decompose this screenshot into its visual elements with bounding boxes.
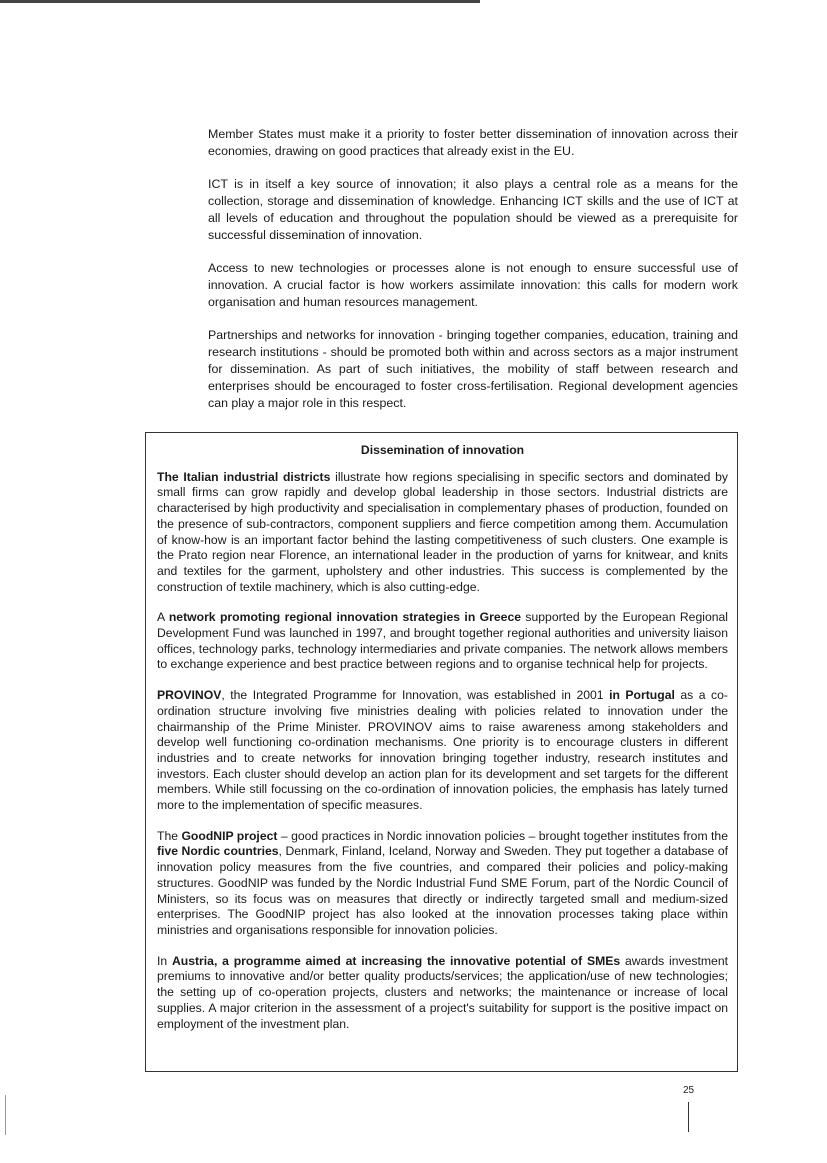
box-paragraph-portugal <box>157 688 728 814</box>
bold-phrase: PROVINOV <box>157 688 222 703</box>
intro-paragraph: Partnerships and networks for innovation - bringing together companies, education, training and research institutions - should be promoted both within and across sectors as a major instrument for dissemination. As part of such initiatives, the mobility of staff between research and enterprises should be encouraged to foster cross-fertilisation. Regional development agencies can play a major role in this respect. <box>208 328 738 410</box>
paragraph-text: , the Integrated Programme for Innovation, was established in 2001 <box>221 688 610 703</box>
bold-phrase: network promoting regional innovation strategies in Greece <box>168 610 521 625</box>
bold-phrase: Austria, a programme aimed at increasing the innovative potential of SMEs <box>171 953 621 968</box>
paragraph-text: awards investment premiums to innovative and/or better quality products/services; the application/use of new technologies; the setting up of co-operation projects, clusters and networks; the maintenance or increase of local supplies. A major criterion in the assessment of a project's suitability for support is the positive impact on employment of the investment plan. <box>157 953 728 1031</box>
bold-phrase: in Portugal <box>609 688 675 703</box>
dissemination-box <box>145 432 738 1072</box>
intro-paragraph: Member States must make it a priority to foster better dissemination of innovation across their economies, drawing on good practices that already exist in the EU. <box>208 127 738 158</box>
paragraph-text: – good practices in Nordic innovation policies – brought together institutes from the <box>277 828 728 843</box>
paragraph-text: as a co-ordination structure involving five ministries dealing with policies related to innovation under the chairmanship of the Prime Minister. PROVINOV aims to raise awareness among stakeholders and develop well functioning co-ordination mechanisms. One priority is to encourage clusters in different industries and to create networks for innovation bringing together industry, research institutes and investors. Each cluster should develop an action plan for its development and set targets for the different members. While still focussing on the co-ordination of innovation policies, the emphasis has lately turned more to the implementation of specific measures. <box>157 688 728 813</box>
box-paragraph-nordic <box>157 829 728 939</box>
intro-paragraph: Access to new technologies or processes alone is not enough to ensure successful use of innovation. A crucial factor is how workers assimilate innovation: this calls for modern work organisation and human resources management. <box>208 261 738 309</box>
box-title: Dissemination of innovation <box>360 443 525 457</box>
paragraph-text: In <box>157 953 172 968</box>
page-number: 25 <box>683 1085 695 1096</box>
paragraph-text: A <box>157 610 169 625</box>
box-paragraph-greece <box>157 610 728 673</box>
paragraph-text: illustrate how regions specialising in specific sectors and dominated by small firms can grow rapidly and develop global leadership in those sectors. Industrial districts are characterised by high productivity and specialisation in complementary phases of production, founded on the presence of sub-contractors, component suppliers and fierce competition among them. Accumulation of know-how is an important factor behind the lasting competitiveness of such clusters. One example is the Prato region near Florence, an international leader in the production of yarns for knitwear, and knits and textiles for the garment, upholstery and other industries. This success is complemented by the construction of textile machinery, which is also cutting-edge. <box>157 469 728 594</box>
box-paragraph-italy <box>157 470 728 596</box>
margin-mark <box>688 1102 689 1132</box>
top-scan-rule <box>0 0 480 3</box>
paragraph-text: supported by the European Regional Development Fund was launched in 1997, and brought together regional authorities and university liaison offices, technology parks, technology intermediaries and private companies. The network allows members to exchange experience and best practice between regions and to organise technical help for projects. <box>157 610 728 672</box>
intro-paragraph: ICT is in itself a key source of innovation; it also plays a central role as a means for the collection, storage and dissemination of knowledge. Enhancing ICT skills and the use of ICT at all levels of education and throughout the population should be viewed as a prerequisite for successful dissemination of innovation. <box>208 177 738 242</box>
paragraph-text: The <box>157 828 182 843</box>
box-paragraph-austria <box>157 954 728 1033</box>
paragraph-text: , Denmark, Finland, Iceland, Norway and Sweden. They put together a database of innovation policy measures from the five countries, and compared their policies and policy-making structures. GoodNIP was funded by the Nordic Industrial Fund SME Forum, part of the Nordic Council of Ministers, so its focus was on measures that directly or indirectly targeted small and medium-sized enterprises. The GoodNIP project has also looked at the innovation processes taking place within ministries and organisations responsible for innovation policies. <box>157 844 729 937</box>
bold-phrase: five Nordic countries <box>157 844 279 859</box>
bold-phrase: GoodNIP project <box>181 828 278 843</box>
bold-phrase: The Italian industrial districts <box>157 469 331 484</box>
intro-section <box>208 126 738 428</box>
scan-margin-mark <box>5 1095 6 1135</box>
